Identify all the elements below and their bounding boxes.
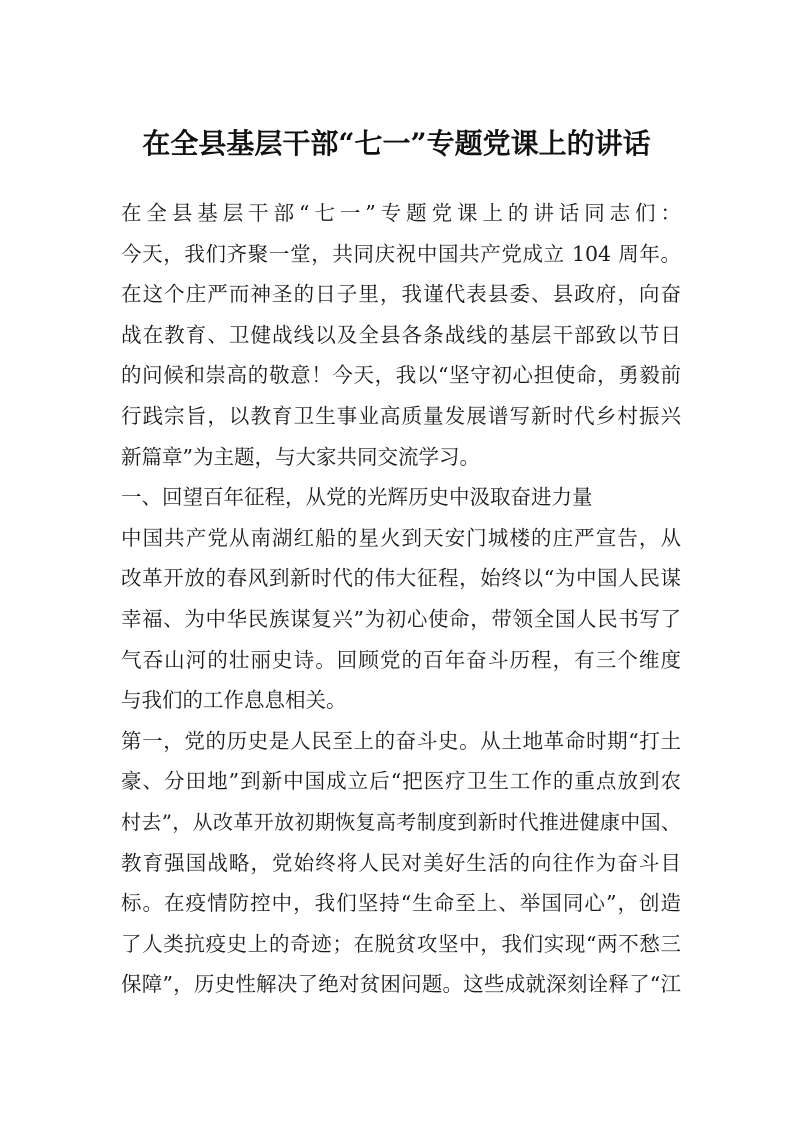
body-line: 教育强国战略，党始终将人民对美好生活的向往作为奋斗目 bbox=[121, 850, 681, 875]
body-line: 保障”，历史性解决了绝对贫困问题。这些成就深刻诠释了“江 bbox=[121, 972, 681, 997]
body-line: 战在教育、卫健战线以及全县各条战线的基层干部致以节日 bbox=[121, 322, 681, 347]
body-line: 在全县基层干部“七一”专题党课上的讲话同志们： bbox=[121, 201, 681, 225]
body-line: 行践宗旨，以教育卫生事业高质量发展谱写新时代乡村振兴 bbox=[121, 403, 681, 428]
body-line: 第一，党的历史是人民至上的奋斗史。从土地革命时期“打土 bbox=[121, 728, 681, 753]
body-line: 气吞山河的壮丽史诗。回顾党的百年奋斗历程，有三个维度 bbox=[121, 647, 681, 672]
body-line: 在这个庄严而神圣的日子里，我谨代表县委、县政府，向奋 bbox=[121, 282, 681, 307]
body-line: 改革开放的春风到新时代的伟大征程，始终以“为中国人民谋 bbox=[121, 566, 681, 591]
body-line: 标。在疫情防控中，我们坚持“生命至上、举国同心”，创造 bbox=[121, 891, 681, 916]
body-line: 幸福、为中华民族谋复兴”为初心使命，带领全国人民书写了 bbox=[121, 606, 681, 631]
body-line: 今天，我们齐聚一堂，共同庆祝中国共产党成立 104 周年。 bbox=[121, 241, 681, 266]
document-body bbox=[121, 193, 681, 1005]
body-line: 中国共产党从南湖红船的星火到天安门城楼的庄严宣告，从 bbox=[121, 525, 681, 550]
body-line: 村去”，从改革开放初期恢复高考制度到新时代推进健康中国、 bbox=[121, 809, 681, 834]
document-title: 在全县基层干部“七一”专题党课上的讲话 bbox=[142, 127, 651, 160]
body-line: 豪、分田地”到新中国成立后“把医疗卫生工作的重点放到农 bbox=[121, 769, 681, 794]
body-line: 新篇章”为主题，与大家共同交流学习。 bbox=[121, 444, 480, 469]
body-line: 的问候和崇高的敬意！今天，我以“坚守初心担使命，勇毅前 bbox=[121, 363, 681, 388]
section-heading: 一、回望百年征程，从党的光辉历史中汲取奋进力量 bbox=[121, 485, 593, 510]
body-line: 与我们的工作息息相关。 bbox=[121, 688, 347, 713]
body-line: 了人类抗疫史上的奇迹；在脱贫攻坚中，我们实现“两不愁三 bbox=[121, 931, 681, 956]
